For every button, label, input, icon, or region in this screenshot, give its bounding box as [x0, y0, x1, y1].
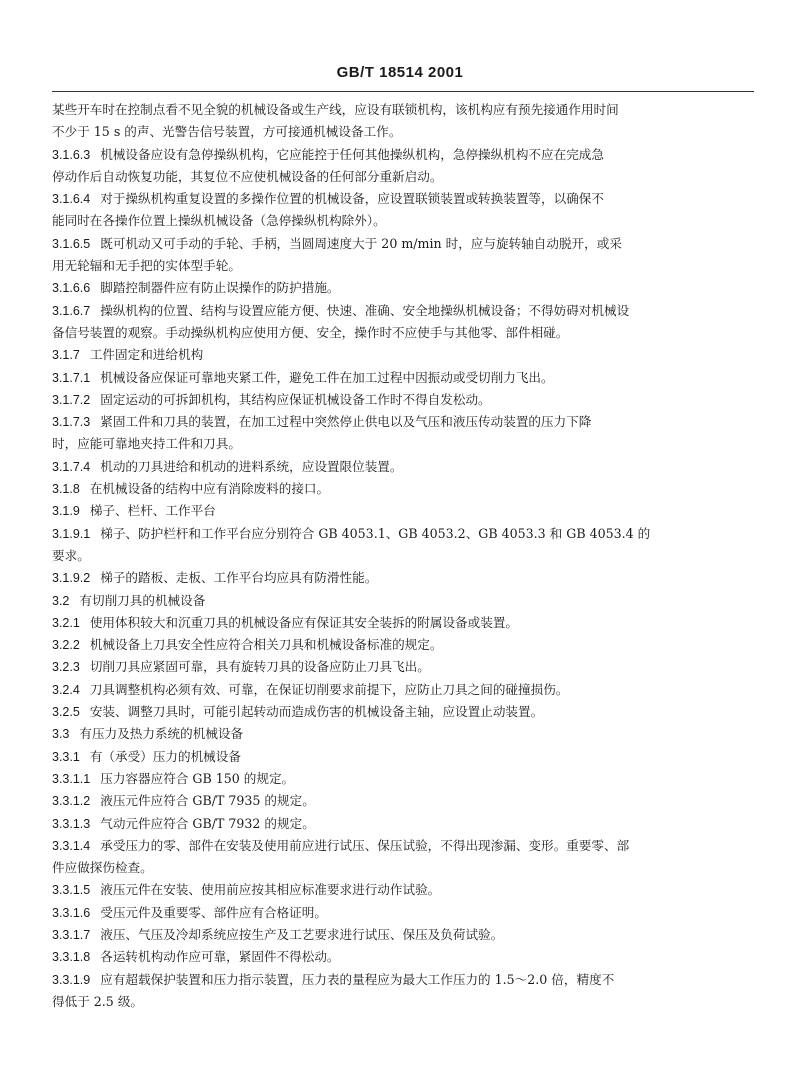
- clause-line: [52, 456, 756, 478]
- clause-text: 在机械设备的结构中应有消除废料的接口。: [89, 481, 330, 497]
- clause-text: 液压元件在安装、使用前应按其相应标准要求进行动作试验。: [100, 882, 441, 898]
- clause-number: 3.1.9: [52, 504, 80, 519]
- continuation-line: [52, 166, 756, 188]
- clause-text: 要求。: [52, 547, 90, 563]
- clause-text: 液压、气压及冷却系统应按生产及工艺要求进行试压、保压及负荷试验。: [100, 926, 504, 942]
- clause-number: 3.1.6.7: [52, 303, 91, 318]
- clause-line: [52, 969, 756, 991]
- continuation-line: [52, 857, 756, 879]
- clause-line: [52, 277, 756, 299]
- clause-text: 脚踏控制器件应有防止误操作的防护措施。: [100, 280, 340, 296]
- clause-text: 有（承受）压力的机械设备: [89, 748, 241, 764]
- clause-line: [52, 656, 756, 678]
- clause-number: 3.3.1.4: [52, 838, 91, 853]
- clause-text: 应有超载保护装置和压力指示装置，压力表的量程应为最大工作压力的 1.5～2.0 倍，精度不: [100, 971, 615, 987]
- clause-number: 3.3.1.8: [52, 950, 91, 965]
- clause-text: 能同时在各操作位置上操纵机械设备（急停操纵机构除外）。: [52, 213, 386, 229]
- clause-line: [52, 233, 756, 255]
- clause-text: 得低于 2.5 级。: [52, 993, 144, 1009]
- clause-number: 3.2.1: [52, 615, 80, 630]
- clause-number: 3.1.9.1: [52, 526, 91, 541]
- clause-line: [52, 746, 756, 768]
- clause-number: 3.3.1: [52, 749, 80, 764]
- clause-line: [52, 411, 756, 433]
- clause-text: 操纵机构的位置、结构与设置应能方便、快速、准确、安全地操纵机械设备；不得妨碍对机械设: [100, 302, 630, 318]
- clause-number: 3.3.1.6: [52, 905, 91, 920]
- continuation-line: [52, 210, 756, 232]
- clause-number: 3.3.1.3: [52, 816, 91, 831]
- clause-number: 3.3.1.1: [52, 771, 91, 786]
- clause-number: 3.1.7.4: [52, 459, 91, 474]
- clause-number: 3.2: [52, 593, 70, 608]
- continuation-line: [52, 121, 756, 143]
- clause-text: 备信号装置的观察。手动操纵机构应使用方便、安全，操作时不应使手与其他零、部件相碰。: [52, 324, 569, 340]
- clause-line: [52, 679, 756, 701]
- clause-line: [52, 344, 756, 366]
- clause-line: [52, 634, 756, 656]
- clause-line: [52, 723, 756, 745]
- clause-text: 用无轮辐和无手把的实体型手轮。: [52, 258, 241, 274]
- document-body: [52, 99, 756, 1013]
- clause-line: [52, 879, 756, 901]
- clause-number: 3.1.6.6: [52, 281, 91, 296]
- clause-text: 固定运动的可拆卸机构，其结构应保证机械设备工作时不得自发松动。: [100, 391, 491, 407]
- clause-line: [52, 389, 756, 411]
- clause-line: [52, 367, 756, 389]
- clause-text: 安装、调整刀具时，可能引起转动而造成伤害的机械设备主轴，应设置止动装置。: [89, 704, 544, 720]
- clause-text: 不少于 15 s 的声、光警告信号装置，方可接通机械设备工作。: [52, 124, 402, 140]
- clause-line: [52, 500, 756, 522]
- clause-number: 3.1.7.1: [52, 370, 91, 385]
- clause-line: [52, 144, 756, 166]
- clause-line: [52, 835, 756, 857]
- clause-number: 3.1.6.3: [52, 147, 91, 162]
- clause-text: 有切削刀具的机械设备: [79, 592, 206, 608]
- clause-number: 3.1.6.4: [52, 192, 91, 207]
- clause-number: 3.2.5: [52, 705, 80, 720]
- clause-text: 刀具调整机构必须有效、可靠，在保证切削要求前提下，应防止刀具之间的碰撞损伤。: [89, 681, 569, 697]
- clause-text: 受压元件及重要零、部件应有合格证明。: [100, 904, 327, 920]
- clause-line: [52, 924, 756, 946]
- clause-text: 停动作后自动恢复功能，其复位不应使机械设备的任何部分重新启动。: [52, 168, 443, 184]
- clause-number: 3.3.1.5: [52, 883, 91, 898]
- clause-text: 各运转机构动作应可靠，紧固件不得松动。: [100, 949, 340, 965]
- clause-number: 3.2.2: [52, 638, 80, 653]
- clause-text: 机械设备上刀具安全性应符合相关刀具和机械设备标准的规定。: [89, 637, 443, 653]
- clause-number: 3.3.1.9: [52, 972, 91, 987]
- clause-text: 某些开车时在控制点看不见全貌的机械设备或生产线，应设有联锁机构，该机构应有预先接通作用时间: [52, 102, 619, 117]
- clause-number: 3.2.3: [52, 660, 80, 675]
- clause-text: 承受压力的零、部件在安装及使用前应进行试压、保压试验，不得出现渗漏、变形。重要零、部: [100, 837, 630, 853]
- continuation-line: [52, 255, 756, 277]
- clause-line: [52, 612, 756, 634]
- clause-line: [52, 478, 756, 500]
- clause-text: 工件固定和进给机构: [89, 347, 204, 363]
- clause-text: 机械设备应保证可靠地夹紧工件，避免工件在加工过程中因振动或受切削力飞出。: [100, 369, 554, 385]
- page-header: GB/T 18514 2001: [336, 64, 464, 81]
- clause-text: 紧固工件和刀具的装置，在加工过程中突然停止供电以及气压和液压传动装置的压力下降: [100, 414, 592, 430]
- clause-line: [52, 790, 756, 812]
- clause-text: 液压元件应符合 GB/T 7935 的规定。: [100, 793, 315, 809]
- clause-text: 切削刀具应紧固可靠，具有旋转刀具的设备应防止刀具飞出。: [89, 659, 430, 675]
- clause-text: 使用体积较大和沉重刀具的机械设备应有保证其安全装拆的附属设备或装置。: [89, 614, 518, 630]
- clause-number: 3.1.8: [52, 482, 80, 497]
- continuation-line: [52, 433, 756, 455]
- clause-line: [52, 902, 756, 924]
- continuation-line: [52, 545, 756, 567]
- clause-text: 压力容器应符合 GB 150 的规定。: [100, 770, 295, 786]
- continuation-line: [52, 99, 756, 121]
- clause-number: 3.1.6.5: [52, 236, 91, 251]
- clause-text: 既可机动又可手动的手轮、手柄，当圆周速度大于 20 m/min 时，应与旋转轴自动脱开，或采: [100, 235, 622, 251]
- clause-line: [52, 946, 756, 968]
- clause-text: 气动元件应符合 GB/T 7932 的规定。: [100, 815, 315, 831]
- clause-text: 梯子的踏板、走板、工作平台均应具有防滑性能。: [100, 570, 378, 586]
- clause-text: 梯子、防护栏杆和工作平台应分别符合 GB 4053.1、GB 4053.2、GB 4053.3 和 GB 4053.4 的: [100, 525, 651, 541]
- clause-number: 3.3.1.2: [52, 794, 91, 809]
- clause-text: 件应做探伤检查。: [52, 860, 153, 876]
- clause-line: [52, 567, 756, 589]
- clause-line: [52, 768, 756, 790]
- continuation-line: [52, 322, 756, 344]
- header-rule: [52, 91, 754, 92]
- clause-text: 对于操纵机构重复设置的多操作位置的机械设备，应设置联锁装置或转换装置等，以确保不: [100, 191, 604, 207]
- clause-number: 3.3: [52, 727, 70, 742]
- clause-number: 3.2.4: [52, 682, 80, 697]
- clause-line: [52, 701, 756, 723]
- clause-number: 3.1.7.3: [52, 415, 91, 430]
- clause-text: 时，应能可靠地夹持工件和刀具。: [52, 436, 241, 452]
- clause-text: 梯子、栏杆、工作平台: [89, 503, 216, 519]
- clause-line: [52, 813, 756, 835]
- clause-number: 3.1.7.2: [52, 392, 91, 407]
- clause-line: [52, 590, 756, 612]
- clause-number: 3.3.1.7: [52, 927, 91, 942]
- clause-text: 机械设备应设有急停操纵机构，它应能控于任何其他操纵机构，急停操纵机构不应在完成急: [100, 146, 604, 162]
- clause-number: 3.1.7: [52, 348, 80, 363]
- clause-line: [52, 300, 756, 322]
- clause-number: 3.1.9.2: [52, 571, 91, 586]
- clause-text: 有压力及热力系统的机械设备: [79, 726, 244, 742]
- clause-line: [52, 523, 756, 545]
- clause-line: [52, 188, 756, 210]
- clause-text: 机动的刀具进给和机动的进料系统，应设置限位装置。: [100, 458, 403, 474]
- continuation-line: [52, 991, 756, 1013]
